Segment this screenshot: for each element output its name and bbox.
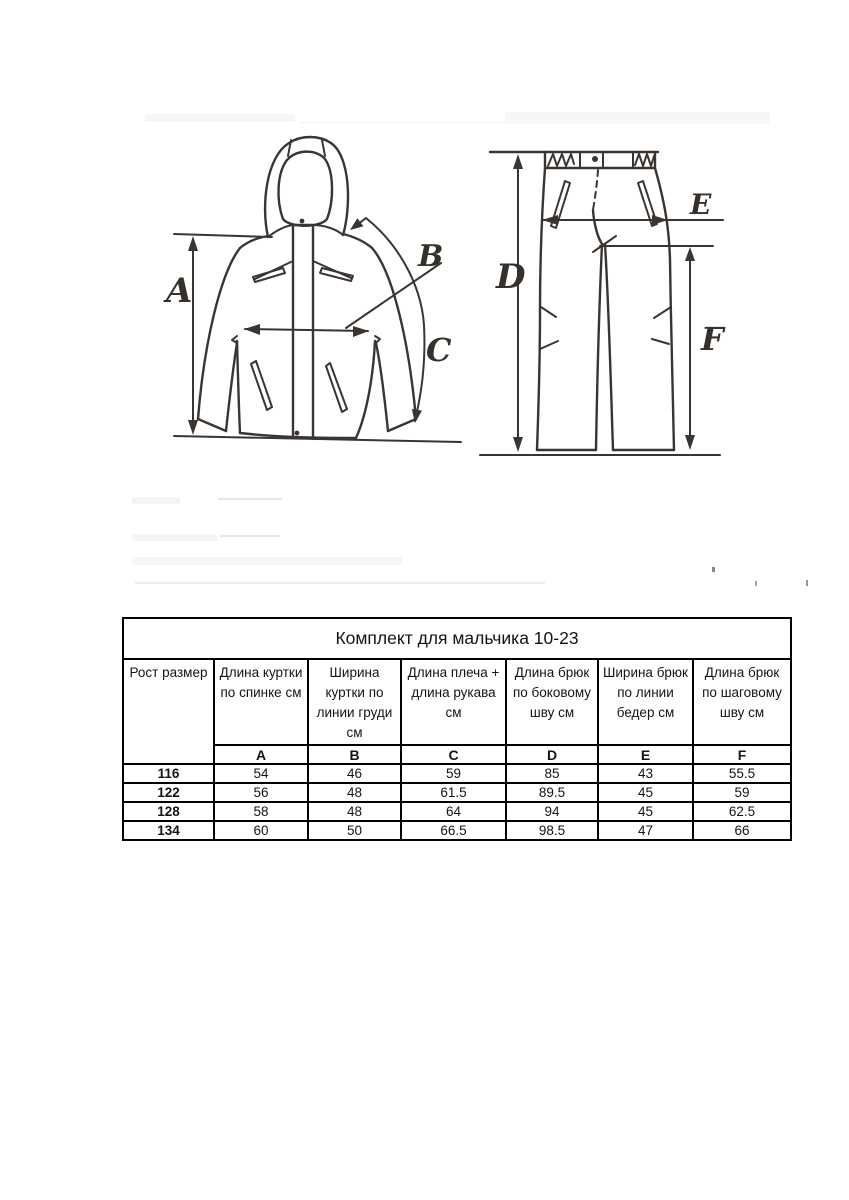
scan-artifact (505, 112, 770, 121)
value-cell: 66 (693, 821, 791, 840)
scan-artifact (145, 114, 295, 122)
left-elastic-zigzag (548, 154, 574, 166)
pants-label-f: F (701, 320, 724, 358)
column-header: Длина брюк по боковому шву см (506, 659, 598, 745)
column-header: Длина брюк по шаговому шву см (693, 659, 791, 745)
scan-artifact (132, 534, 217, 541)
left-chest-welt (253, 268, 285, 282)
value-cell: 66.5 (401, 821, 506, 840)
hood-face-opening (278, 152, 332, 226)
value-cell: 45 (598, 783, 693, 802)
left-sleeve-inner (226, 343, 237, 431)
value-cell: 46 (308, 764, 401, 783)
scan-artifact (712, 567, 715, 572)
left-shoulder-seam (240, 236, 268, 248)
value-cell: 85 (506, 764, 598, 783)
scan-artifact (220, 535, 280, 537)
fly-dashed-line (593, 170, 598, 210)
value-cell: 59 (693, 783, 791, 802)
front-placket (293, 225, 313, 439)
value-cell: 58 (214, 802, 308, 821)
dimension-letter: C (401, 745, 506, 764)
right-shoulder-seam (343, 234, 372, 248)
waistband-divider (580, 152, 633, 168)
dimension-letter: B (308, 745, 401, 764)
column-header: Длина куртки по спинке см (214, 659, 308, 745)
jacket-drawing (150, 130, 470, 470)
left-lower-welt (251, 361, 272, 410)
value-cell: 61.5 (401, 783, 506, 802)
scan-artifact (135, 582, 545, 584)
value-cell: 62.5 (693, 802, 791, 821)
value-cell: 56 (214, 783, 308, 802)
table-title: Комплект для мальчика 10-23 (123, 618, 791, 659)
table-row (123, 764, 791, 783)
value-cell: 89.5 (506, 783, 598, 802)
right-elastic-zigzag (635, 154, 654, 166)
pants-label-d: D (496, 257, 526, 297)
left-knee-marks (540, 307, 558, 349)
value-cell: 60 (214, 821, 308, 840)
scan-artifact (132, 557, 402, 565)
chin-left (268, 225, 293, 237)
jacket-label-b: B (418, 239, 444, 274)
value-cell: 54 (214, 764, 308, 783)
left-body-side (237, 341, 240, 433)
waist-button (592, 156, 598, 162)
scan-artifact (806, 580, 808, 586)
chin-right (313, 225, 343, 235)
table-row (123, 783, 791, 802)
right-outer-seam (655, 168, 674, 450)
jacket-outline (198, 137, 416, 439)
dimension-letter: D (506, 745, 598, 764)
size-cell: 134 (123, 821, 214, 840)
value-cell: 48 (308, 802, 401, 821)
jacket-label-c: C (426, 331, 452, 369)
size-cell: 128 (123, 802, 214, 821)
pants-drawing (470, 130, 770, 470)
dimension-letter: F (693, 745, 791, 764)
right-sleeve-inner (376, 343, 388, 431)
right-body-side (356, 341, 375, 438)
scan-artifact (218, 498, 282, 500)
left-inner-seam (596, 244, 602, 450)
measure-arrow-b (245, 329, 368, 331)
shoulder-ref-line (174, 234, 272, 237)
value-cell: 50 (308, 821, 401, 840)
scan-artifact (300, 122, 770, 123)
hem-button (295, 431, 300, 436)
size-cell: 116 (123, 764, 214, 783)
column-header: Ширина куртки по линии груди см (308, 659, 401, 745)
size-cell: 122 (123, 783, 214, 802)
value-cell: 98.5 (506, 821, 598, 840)
value-cell: 45 (598, 802, 693, 821)
right-inner-seam (605, 244, 613, 450)
table-row (123, 821, 791, 840)
dimension-letter: E (598, 745, 693, 764)
pants-measurements (480, 154, 723, 455)
pants-label-e: E (690, 188, 712, 221)
column-header: Ширина брюк по линии бедер см (598, 659, 693, 745)
right-lower-welt (326, 363, 347, 412)
value-cell: 94 (506, 802, 598, 821)
jacket-label-a: A (166, 271, 193, 311)
left-cuff (198, 419, 226, 431)
right-chest-welt (320, 268, 353, 281)
scan-artifact (755, 581, 757, 586)
value-cell: 48 (308, 783, 401, 802)
collar-button (300, 219, 305, 224)
column-header-size: Рост размер (123, 659, 214, 764)
value-cell: 55.5 (693, 764, 791, 783)
scan-artifact (132, 497, 180, 504)
size-table (122, 617, 792, 841)
value-cell: 47 (598, 821, 693, 840)
right-knee-marks (652, 307, 671, 344)
crotch-seam (593, 210, 602, 244)
value-cell: 59 (401, 764, 506, 783)
dimension-letter: A (214, 745, 308, 764)
right-cuff (388, 419, 416, 431)
value-cell: 64 (401, 802, 506, 821)
table-row (123, 802, 791, 821)
column-header: Длина плеча + длина рукава см (401, 659, 506, 745)
left-sleeve-outer (198, 248, 240, 419)
value-cell: 43 (598, 764, 693, 783)
